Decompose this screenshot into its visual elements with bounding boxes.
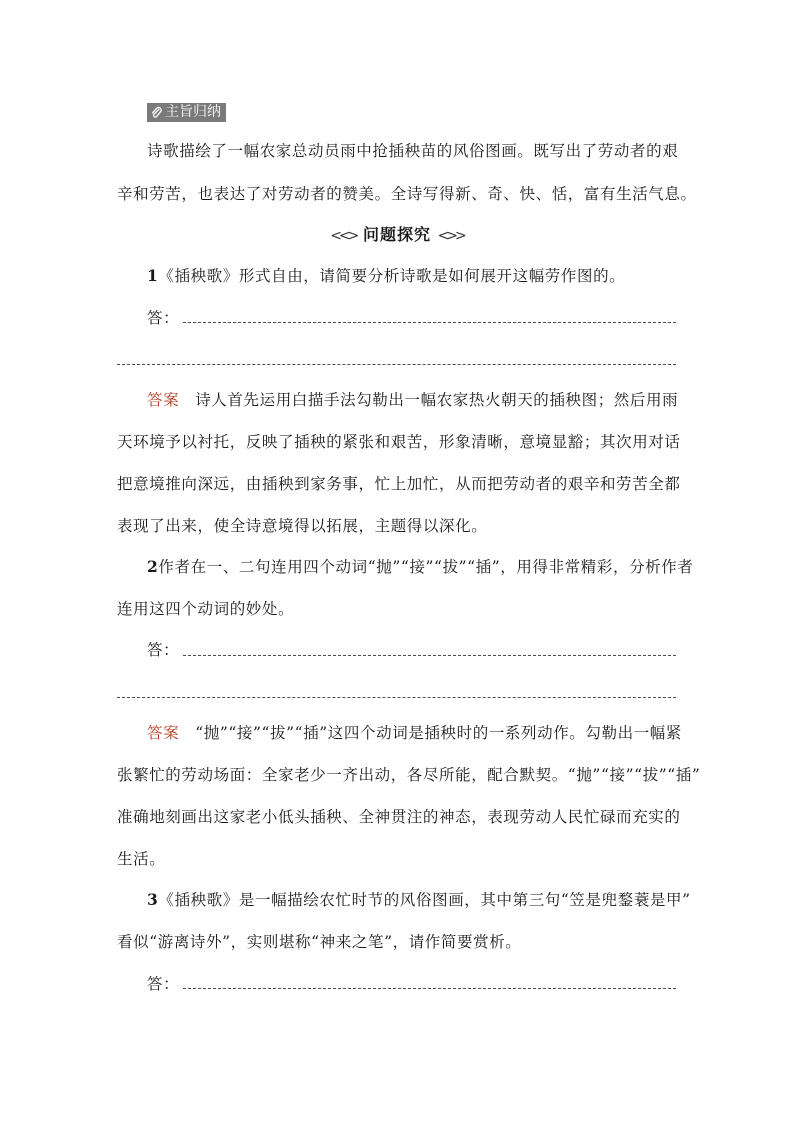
- paperclip-icon: [150, 106, 163, 119]
- question-number: 3: [147, 890, 159, 909]
- answer-key-label: 答案: [147, 391, 180, 409]
- answer-line[interactable]: [183, 322, 676, 323]
- answer-key-text: “抛”“接”“拔”“插”这四个动词是插秧时的一系列动作。勾勒出一幅紧: [195, 724, 682, 742]
- answer-key-2: [147, 723, 682, 743]
- summary-line: 辛和劳苦，也表达了对劳动者的赞美。全诗写得新、奇、快、恬，富有生活气息。: [117, 185, 697, 203]
- answer-key-line: 天环境予以衬托，反映了插秧的紧张和艰苦，形象清晰，意境显豁；其次用对话: [117, 433, 681, 451]
- answer-key-line: 把意境推向深远，由插秧到家务事，忙上加忙，从而把劳动者的艰辛和劳苦全都: [117, 475, 681, 493]
- answer-line[interactable]: [183, 988, 676, 989]
- question-number: 1: [147, 266, 159, 285]
- answer-key-line: 张繁忙的劳动场面：全家老少一齐出动，各尽所能，配合默契。“抛”“接”“拔”“插”: [117, 766, 701, 784]
- left-ornament-icon: <<>: [330, 228, 357, 244]
- question-2: [147, 557, 694, 577]
- answer-prompt: 答：: [147, 975, 180, 993]
- question-text: 《插秧歌》形式自由，请简要分析诗歌是如何展开这幅劳作图的。: [158, 267, 626, 285]
- answer-prompt: 答：: [147, 309, 180, 327]
- summary-badge: [147, 103, 226, 122]
- answer-line[interactable]: [183, 655, 676, 656]
- answer-key-line: 准确地刻画出这家老小低头插秧、全神贯注的神态，表现劳动人民忙碌而充实的: [117, 808, 681, 826]
- answer-key-line: 表现了出来，使全诗意境得以拓展，主题得以深化。: [117, 517, 488, 535]
- answer-key-1: [147, 390, 678, 410]
- question-text: 《插秧歌》是一幅描绘农忙时节的风俗图画，其中第三句“笠是兜鍪蓑是甲”: [158, 891, 691, 909]
- answer-line[interactable]: [117, 364, 676, 365]
- summary-badge-label: 主旨归纳: [165, 104, 221, 120]
- question-text: 作者在一、二句连用四个动词“抛”“接”“拔”“插”，用得非常精彩，分析作者: [158, 558, 694, 576]
- question-3: [147, 890, 691, 910]
- section-title: [0, 225, 794, 246]
- section-title-text: 问题探究: [362, 225, 431, 244]
- right-ornament-icon: <>>: [437, 228, 464, 244]
- question-number: 2: [147, 557, 159, 576]
- answer-key-text: 诗人首先运用白描手法勾勒出一幅农家热火朝天的插秧图；然后用雨: [195, 391, 679, 409]
- question-text: 连用这四个动词的妙处。: [117, 600, 295, 618]
- answer-prompt: 答：: [147, 641, 180, 659]
- answer-line[interactable]: [117, 697, 676, 698]
- summary-line: 诗歌描绘了一幅农家总动员雨中抢插秧苗的风俗图画。既写出了劳动者的艰: [147, 142, 679, 160]
- question-text: 看似“游离诗外”，实则堪称“神来之笔”，请作简要赏析。: [117, 933, 522, 951]
- answer-key-label: 答案: [147, 724, 180, 742]
- answer-key-line: 生活。: [117, 850, 166, 868]
- question-1: [147, 266, 625, 286]
